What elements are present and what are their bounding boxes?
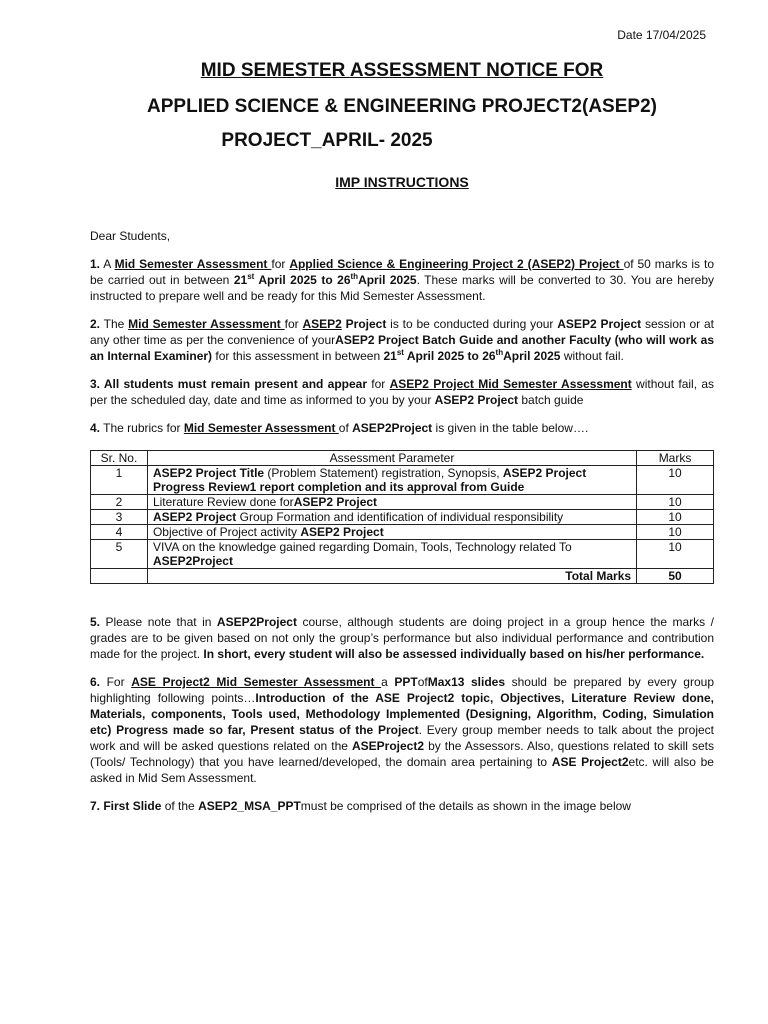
table-row <box>91 466 714 495</box>
paragraph-5: 5. Please note that in ASEP2Project course, although students are doing project in a group hence the marks / grades are to be given based on not only the group’s performance but also individual performance and contribution made for the project. In short, every student will also be assessed individually based on his/her performance. <box>90 615 715 661</box>
sr-cell: 1 <box>91 466 148 495</box>
salutation: Dear Students, <box>90 229 171 243</box>
sr-cell: 2 <box>91 495 148 510</box>
title-line-3: PROJECT_APRIL- 2025 <box>221 130 433 151</box>
table-row <box>91 510 714 525</box>
total-label: Total Marks <box>147 569 636 584</box>
header-sr-no: Sr. No. <box>91 451 148 466</box>
parameter-cell: ASEP2 Project Title (Problem Statement) registration, Synopsis, ASEP2 Project Progress Review1 report completion and its approval from Guide <box>147 466 636 495</box>
notice-date: Date 17/04/2025 <box>617 28 706 42</box>
paragraph-1: 1. A Mid Semester Assessment for Applied Science & Engineering Project 2 (ASEP2) Project of 50 marks is to be carried out in between 21st April 2025 to 26thApril 2025. These marks will be converted to 30. You are hereby instructed to prepare well and be ready for this Mid Semester Assessment. <box>90 257 715 303</box>
paragraph-3: 3. All students must remain present and appear for ASEP2 Project Mid Semester Assessment without fail, as per the scheduled day, date and time as informed to you by your ASEP2 Project batch guide <box>90 377 714 407</box>
marks-cell: 10 <box>637 510 714 525</box>
sr-cell: 3 <box>91 510 148 525</box>
marks-cell: 10 <box>637 495 714 510</box>
header-marks: Marks <box>637 451 714 466</box>
table-header-row <box>91 451 714 466</box>
header-parameter: Assessment Parameter <box>147 451 636 466</box>
marks-cell: 10 <box>637 466 714 495</box>
sr-cell: 5 <box>91 540 148 569</box>
parameter-cell: Literature Review done forASEP2 Project <box>147 495 636 510</box>
paragraph-6: 6. For ASE Project2 Mid Semester Assessment a PPTofMax13 slides should be prepared by every group highlighting following points…Introduction of the ASE Project2 topic, Objectives, Literature Review done, Materials, components, Tools used, Methodology Implemented (Designing, Algorithm, Coding, Simulation etc) Progress made so far, Present status of the Project. Every group member needs to talk about the project work and will be asked questions related on the ASEProject2 by the Assessors. Also, questions related to skill sets (Tools/ Technology) that you have learned/developed, the domain area pertaining to ASE Project2etc. will also be asked in Mid Sem Assessment. <box>90 675 714 785</box>
paragraph-4: 4. The rubrics for Mid Semester Assessment of ASEP2Project is given in the table below…. <box>90 421 589 435</box>
empty-cell <box>91 569 148 584</box>
table-row <box>91 540 714 569</box>
marks-cell: 10 <box>637 525 714 540</box>
table-total-row <box>91 569 714 584</box>
paragraph-7: 7. First Slide of the ASEP2_MSA_PPTmust be comprised of the details as shown in the image below <box>90 799 631 813</box>
rubrics-table <box>90 450 714 584</box>
total-value: 50 <box>637 569 714 584</box>
table-row <box>91 525 714 540</box>
title-line-1: MID SEMESTER ASSESSMENT NOTICE FOR <box>200 60 604 81</box>
marks-cell: 10 <box>637 540 714 569</box>
sr-cell: 4 <box>91 525 148 540</box>
title-line-2: APPLIED SCIENCE & ENGINEERING PROJECT2(ASEP2) <box>147 96 657 117</box>
imp-instructions-heading: IMP INSTRUCTIONS <box>335 174 469 190</box>
paragraph-2: 2. The Mid Semester Assessment for ASEP2 Project is to be conducted during your ASEP2 Project session or at any other time as per the convenience of yourASEP2 Project Batch Guide and another Faculty (who will work as an Internal Examiner) for this assessment in between 21st April 2025 to 26thApril 2025 without fail. <box>90 317 715 363</box>
parameter-cell: Objective of Project activity ASEP2 Project <box>147 525 636 540</box>
parameter-cell: VIVA on the knowledge gained regarding Domain, Tools, Technology related To ASEP2Project <box>147 540 636 569</box>
table-row <box>91 495 714 510</box>
parameter-cell: ASEP2 Project Group Formation and identification of individual responsibility <box>147 510 636 525</box>
